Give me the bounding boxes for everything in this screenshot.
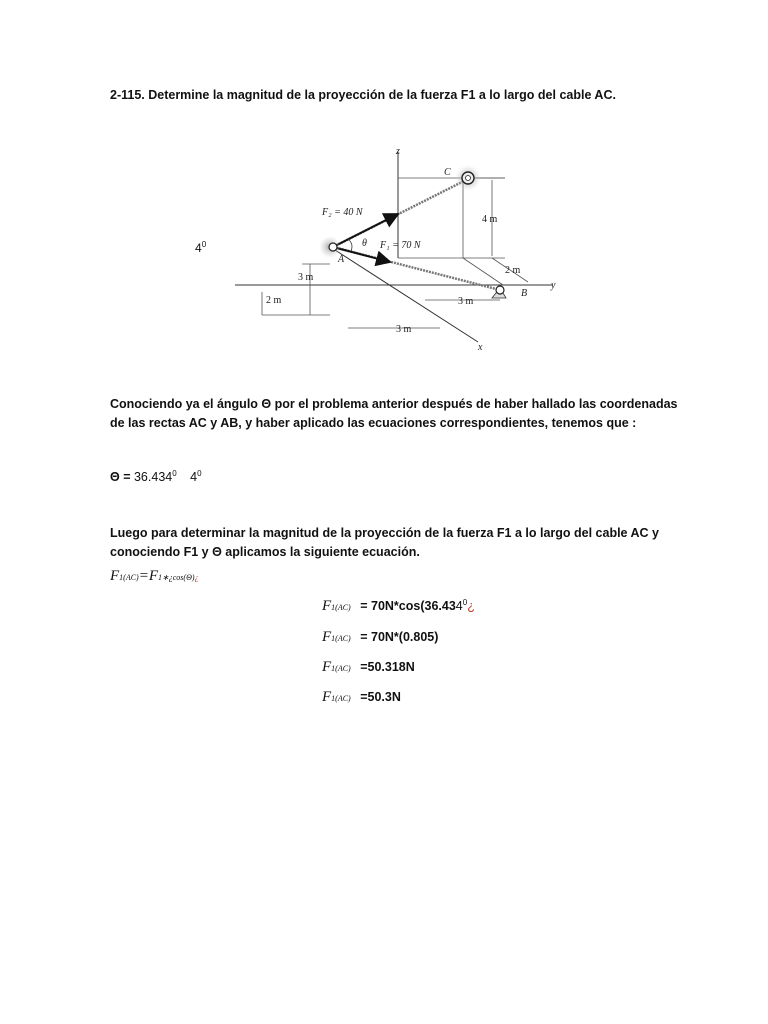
- equation-eq: =: [138, 568, 149, 584]
- step-2: [322, 629, 438, 646]
- step-2-sub: 1(AC): [331, 634, 351, 643]
- side-note-sup: 0: [201, 240, 207, 249]
- equation-lhs: F: [110, 568, 120, 584]
- dim-3m-left: 3 m: [298, 272, 314, 283]
- point-b: [496, 286, 504, 294]
- dim-3m-right: 3 m: [458, 296, 474, 307]
- z-label: z: [396, 146, 400, 157]
- dim-2m-left: 2 m: [266, 295, 282, 306]
- theta-result-value: 36.43: [133, 470, 166, 485]
- step-1-rhs: = 70N*cos(36.43: [360, 599, 456, 614]
- paragraph-2-line-1: Luego para determinar la magnitud de la proyección de la fuerza F1 a lo largo del cable AC y: [110, 526, 659, 540]
- step-3-rhs: =50.318N: [360, 660, 415, 674]
- general-equation: [110, 567, 199, 585]
- equation-rhs-tail: ¿: [194, 573, 199, 582]
- point-a: [329, 243, 337, 251]
- step-4-sub: 1(AC): [331, 694, 351, 703]
- point-a-label: A: [338, 254, 345, 265]
- theta-result-tail1: 4: [165, 470, 173, 485]
- point-c-label: C: [444, 167, 451, 178]
- step-1-f: F: [322, 598, 332, 615]
- f2-label: F₂ = 40 N: [322, 207, 363, 218]
- step-1-tail: ¿: [467, 599, 475, 614]
- dim-4m: 4 m: [482, 214, 498, 225]
- dim-2m-right: 2 m: [505, 265, 521, 276]
- step-1-extra-sup: 0: [462, 598, 468, 607]
- theta-result-tail2: 4: [190, 470, 198, 485]
- theta-result-sup1: 0: [172, 469, 177, 478]
- step-3: [322, 659, 415, 676]
- theta-result: [110, 469, 202, 484]
- equation-rhs: F: [148, 568, 159, 584]
- theta-label: θ: [362, 238, 367, 249]
- side-note-base: 4: [195, 241, 202, 255]
- y-label: y: [551, 280, 556, 291]
- equation-lhs-sub: 1(AC): [119, 573, 139, 582]
- step-4: [322, 689, 401, 706]
- paragraph-1-line-2: de las rectas AC y AB, y haber aplicado las ecuaciones correspondientes, tenemos que :: [110, 416, 637, 430]
- point-b-label: B: [521, 288, 528, 299]
- step-1-sub: 1(AC): [331, 603, 351, 613]
- step-1-extra: 4: [455, 599, 463, 614]
- dim-3m-bottom: 3 m: [396, 324, 412, 335]
- equation-rhs-sub: 1∗¿cos(Θ): [158, 573, 195, 582]
- f1-label: F₁ = 70 N: [380, 240, 421, 251]
- step-4-rhs: =50.3N: [360, 690, 401, 704]
- theta-result-sup2: 0: [197, 469, 202, 478]
- paragraph-1-line-1: Conociendo ya el ángulo Θ por el problema anterior después de haber hallado las coordenadas: [110, 397, 678, 411]
- theta-result-label: Θ =: [110, 470, 131, 485]
- problem-title: 2-115. Determine la magnitud de la proyección de la fuerza F1 a lo largo del cable AC.: [110, 88, 616, 102]
- force-diagram: [230, 140, 570, 355]
- step-4-f: F: [322, 689, 332, 705]
- step-1: [322, 598, 475, 615]
- side-note: [195, 240, 206, 255]
- x-label: x: [478, 342, 483, 353]
- step-3-f: F: [322, 659, 332, 675]
- step-2-f: F: [322, 629, 332, 645]
- step-2-rhs: = 70N*(0.805): [360, 630, 439, 644]
- paragraph-2-line-2: conociendo F1 y Θ aplicamos la siguiente ecuación.: [110, 545, 420, 559]
- step-3-sub: 1(AC): [331, 664, 351, 673]
